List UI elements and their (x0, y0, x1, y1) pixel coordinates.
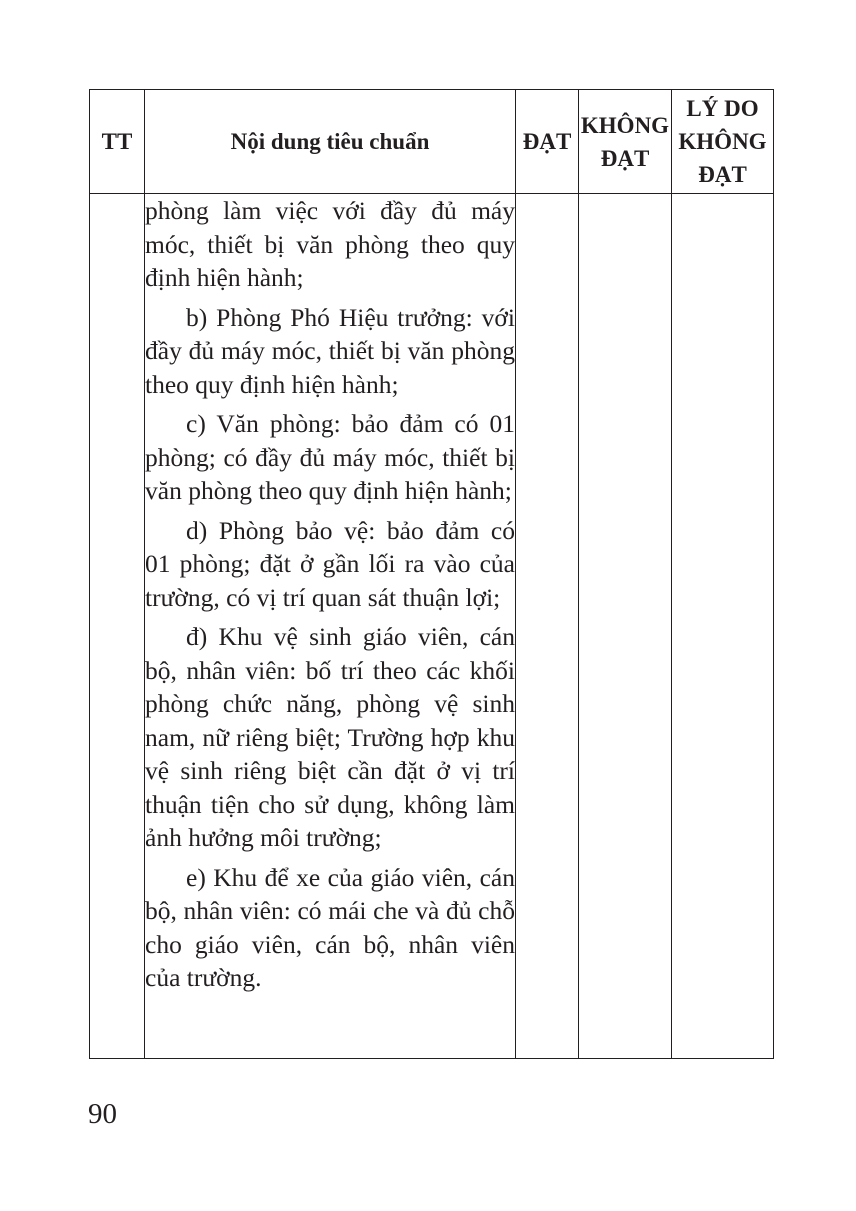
content-paragraph: đ) Khu vệ sinh giáo viên, cán bộ, nhân viên: bố trí theo các khối phòng chức năng, phòng vệ sinh nam, nữ riêng biệt; Trường hợp khu vệ sinh riêng biệt cần đặt ở vị trí thuận tiện cho sử dụng, không làm ảnh hưởng môi trường; (145, 622, 515, 852)
header-dat: ĐẠT (516, 90, 579, 194)
header-khong-dat-line: KHÔNG (580, 112, 670, 138)
content-paragraph: c) Văn phòng: bảo đảm có 01 phòng; có đầy đủ máy móc, thiết bị văn phòng theo quy định hiện hành; (145, 409, 515, 505)
header-ly-do-line: ĐẠT (698, 162, 747, 187)
content-paragraph: d) Phòng bảo vệ: bảo đảm có 01 phòng; đặt ở gần lối ra vào của trường, có vị trí quan sát thuận lợi; (145, 515, 515, 612)
dat-cell (516, 194, 579, 1059)
content-paragraph: e) Khu để xe của giáo viên, cán bộ, nhân viên: có mái che và đủ chỗ cho giáo viên, cán bộ, nhân viên của trường. (145, 862, 515, 992)
header-content: Nội dung tiêu chuẩn (145, 90, 516, 194)
criteria-table (89, 89, 774, 1059)
tt-cell (90, 194, 145, 1059)
header-ly-do-line: KHÔNG (678, 129, 767, 154)
header-tt: TT (90, 90, 145, 194)
header-ly-do-khong-dat (672, 90, 774, 194)
table-row (90, 194, 774, 1059)
ly-do-cell (672, 194, 774, 1059)
content-paragraph: phòng làm việc với đầy đủ máy móc, thiết bị văn phòng theo quy định hiện hành; (145, 196, 515, 292)
header-khong-dat-line: ĐẠT (600, 145, 650, 171)
page-number: 90 (88, 1098, 117, 1130)
khong-dat-cell (579, 194, 672, 1059)
header-khong-dat (579, 90, 672, 194)
header-ly-do-line: LÝ DO (686, 96, 759, 121)
content-paragraph: b) Phòng Phó Hiệu trưởng: với đầy đủ máy móc, thiết bị văn phòng theo quy định hiện hành; (145, 302, 515, 399)
content-cell (145, 194, 516, 1059)
header-row (90, 90, 774, 194)
